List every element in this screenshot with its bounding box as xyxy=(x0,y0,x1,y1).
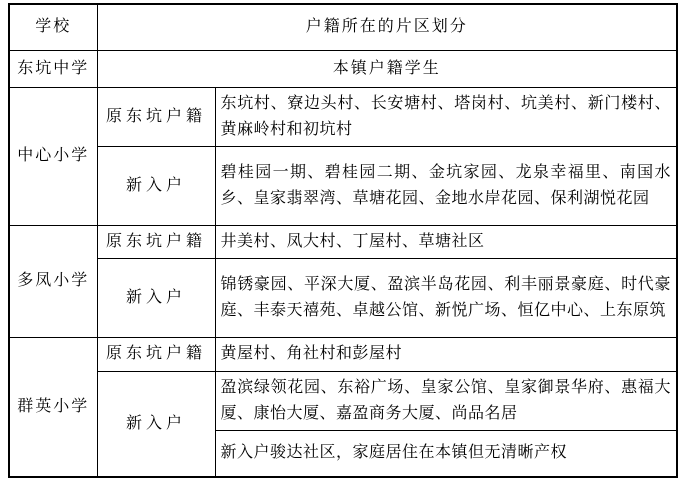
area-list-cell: 新入户骏达社区，家庭居住在本镇但无清晰产权 xyxy=(215,430,677,477)
school-district-table xyxy=(8,3,678,478)
area-list-cell: 东坑村、寮边头村、长安塘村、塔岗村、坑美村、新门楼村、黄麻岭村和初坑村 xyxy=(215,87,677,146)
area-list-cell: 锦锈豪园、平深大厦、盈滨半岛花园、利丰丽景豪庭、时代豪庭、丰泰天禧苑、卓越公馆、新悦广场、恒亿中心、上东原筑 xyxy=(215,258,677,337)
school-name-cell: 群英小学 xyxy=(9,337,97,477)
table-row-header xyxy=(9,4,677,50)
header-school-cell: 学校 xyxy=(9,4,97,50)
registration-type-cell: 原东坑户籍 xyxy=(97,337,215,371)
area-list-cell: 黄屋村、角社村和彭屋村 xyxy=(215,337,677,371)
area-list-cell: 井美村、凤大村、丁屋村、草塘社区 xyxy=(215,225,677,258)
school-name-cell: 中心小学 xyxy=(9,87,97,225)
school-name-cell: 东坑中学 xyxy=(9,50,97,87)
school-name-cell: 多凤小学 xyxy=(9,225,97,337)
table-row-middle-school xyxy=(9,50,677,87)
table-row xyxy=(9,225,677,258)
registration-type-cell: 新入户 xyxy=(97,146,215,225)
registration-type-cell: 新入户 xyxy=(97,258,215,337)
registration-type-cell: 原东坑户籍 xyxy=(97,225,215,258)
table-row xyxy=(9,371,677,430)
table-row xyxy=(9,87,677,146)
district-cell: 本镇户籍学生 xyxy=(97,50,677,87)
table-row xyxy=(9,258,677,337)
table-row xyxy=(9,146,677,225)
registration-type-cell: 原东坑户籍 xyxy=(97,87,215,146)
registration-type-cell: 新入户 xyxy=(97,371,215,477)
area-list-cell: 碧桂园一期、碧桂园二期、金坑家园、龙泉幸福里、南国水乡、皇家翡翠湾、草塘花园、金地水岸花园、保利湖悦花园 xyxy=(215,146,677,225)
table-row xyxy=(9,337,677,371)
header-district-cell: 户籍所在的片区划分 xyxy=(97,4,677,50)
area-list-cell: 盈滨绿领花园、东裕广场、皇家公馆、皇家御景华府、惠福大厦、康怡大厦、嘉盈商务大厦、尚品名居 xyxy=(215,371,677,430)
